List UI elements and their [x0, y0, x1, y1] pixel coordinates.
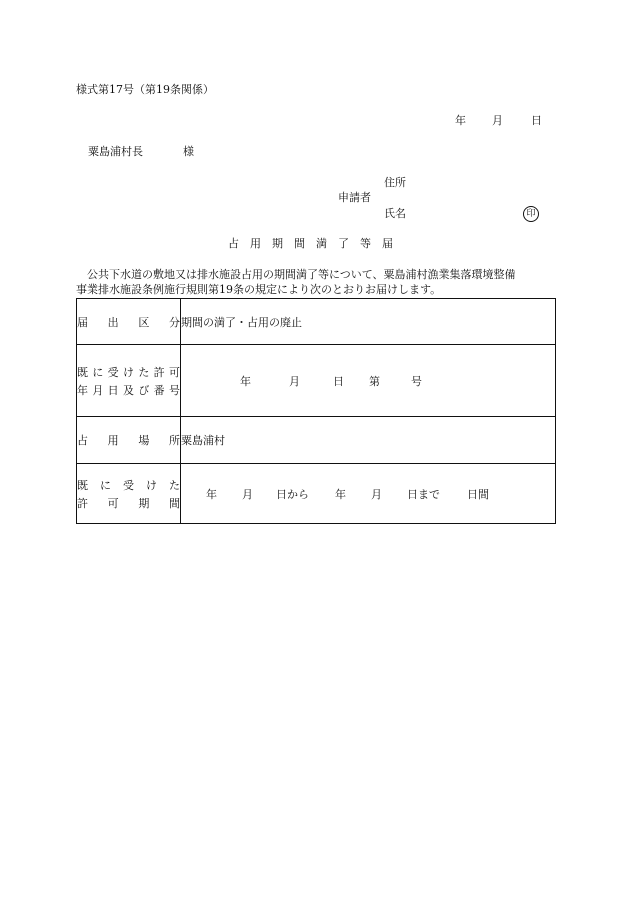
document-title: [228, 237, 393, 251]
category-value[interactable]: 期間の満了・占用の廃止: [181, 299, 556, 345]
label-char: け: [122, 365, 134, 379]
addressee: [88, 145, 194, 159]
label-char: 可: [107, 496, 119, 510]
title-char: 用: [250, 237, 261, 250]
table-row-location: [77, 417, 556, 464]
body-paragraph: [76, 267, 560, 297]
label-char: た: [138, 365, 150, 379]
period-end-day: 日まで: [407, 487, 440, 501]
permit-info-value[interactable]: [181, 345, 556, 417]
permit-number-suffix: 号: [411, 374, 422, 388]
title-char: 届: [382, 237, 393, 250]
label-char: び: [138, 383, 150, 397]
label-char: 及: [122, 383, 134, 397]
table-row-permit-period: [77, 464, 556, 524]
period-days: 日間: [467, 487, 489, 501]
addressee-honorific: 様: [183, 145, 194, 158]
permit-info-label: [77, 345, 181, 417]
label-char: 受: [107, 365, 119, 379]
date-year-label: 年: [455, 114, 466, 127]
title-char: 了: [338, 237, 349, 250]
label-char: に: [100, 478, 111, 492]
label-char: 受: [123, 478, 134, 492]
title-char: 間: [294, 237, 305, 250]
period-end-month: 月: [371, 487, 382, 501]
label-char: 届: [77, 315, 88, 329]
label-char: 許: [77, 496, 88, 510]
title-char: 期: [272, 237, 283, 250]
category-label: [77, 299, 181, 345]
label-char: 所: [168, 434, 180, 447]
seal-mark: 印: [523, 206, 539, 222]
label-char: 番: [153, 383, 165, 397]
applicant-label: 申請者: [338, 191, 371, 204]
label-char: け: [146, 478, 157, 492]
label-char: 既: [77, 365, 88, 379]
submission-date: [455, 114, 542, 128]
label-char: 出: [107, 315, 119, 329]
addressee-name: 粟島浦村長: [88, 145, 143, 158]
permit-period-label: [77, 464, 181, 524]
period-start-month: 月: [242, 487, 253, 501]
label-char: に: [92, 365, 104, 379]
period-start-day: 日から: [276, 487, 309, 501]
period-start-year: 年: [206, 487, 217, 501]
label-char: 月: [92, 383, 104, 397]
title-char: 等: [360, 237, 371, 250]
label-char: 年: [77, 383, 88, 397]
body-line-1: 公共下水道の敷地又は排水施設占用の期間満了等について、粟島浦村漁業集落環境整備: [87, 268, 516, 281]
label-char: 間: [168, 496, 180, 510]
date-month-label: 月: [492, 114, 503, 127]
location-value[interactable]: 粟島浦村: [181, 417, 556, 464]
permit-number-prefix: 第: [369, 374, 380, 388]
title-char: 占: [228, 237, 239, 250]
label-char: 場: [138, 434, 150, 447]
permit-day-label: 日: [333, 374, 344, 388]
table-row-permit-info: [77, 345, 556, 417]
label-char: 可: [168, 365, 180, 379]
address-label: 住所: [384, 176, 406, 189]
table-row-category: [77, 299, 556, 345]
label-char: 占: [77, 434, 88, 447]
label-char: 既: [77, 478, 88, 492]
form-number: 様式第17号（第19条関係）: [76, 83, 214, 96]
label-char: 区: [138, 315, 150, 329]
permit-month-label: 月: [289, 374, 300, 388]
label-char: 日: [107, 383, 119, 397]
date-day-label: 日: [531, 114, 542, 127]
notification-form-table: [76, 298, 556, 524]
label-char: 号: [168, 383, 180, 397]
body-line-2: 事業排水施設条例施行規則第19条の規定により次のとおりお届けします。: [76, 283, 442, 296]
label-char: 用: [107, 434, 119, 447]
period-end-year: 年: [335, 487, 346, 501]
label-char: 分: [168, 315, 180, 329]
title-char: 満: [316, 237, 327, 250]
permit-period-value[interactable]: [181, 464, 556, 524]
permit-year-label: 年: [240, 374, 251, 388]
label-char: た: [169, 478, 180, 492]
name-label: 氏名: [384, 207, 406, 220]
label-char: 期: [138, 496, 150, 510]
label-char: 許: [153, 365, 165, 379]
location-label: [77, 417, 181, 464]
